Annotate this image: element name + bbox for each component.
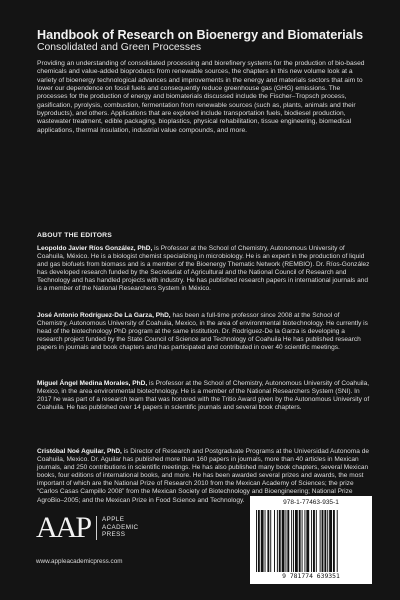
barcode-bar bbox=[287, 510, 289, 572]
barcode-bar bbox=[274, 510, 275, 572]
barcode-bar bbox=[279, 510, 281, 572]
barcode-bar bbox=[327, 510, 328, 572]
barcode-bar bbox=[270, 510, 271, 572]
publisher-logo bbox=[36, 513, 176, 555]
barcode-bar bbox=[282, 510, 285, 572]
editor-bio bbox=[37, 245, 371, 294]
barcode-bar bbox=[304, 510, 305, 572]
editor-name: Miguel Ángel Medina Morales, PhD, bbox=[37, 380, 148, 387]
editor-description: has been a full-time professor since 2008 at the School of Chemistry, Autonomous University of Coahuila, Mexico, in the area of environmental biotechnology. He currently is head of the biotechnology PhD program at the same institution. Dr. Rodríguez-De la Garza is developing a research project funded by the State Council of Science and Technology of Coahuila He has published research papers in journals and book chapters and has participated and contributed in over 40 scientific meetings. bbox=[37, 312, 368, 352]
barcode-bar bbox=[329, 510, 332, 572]
barcode-bar bbox=[333, 510, 335, 572]
barcode-bar bbox=[337, 510, 338, 572]
editor-name: Cristóbal Noé Aguilar, PhD, bbox=[37, 448, 122, 455]
barcode-bar bbox=[306, 510, 309, 572]
barcode-bar bbox=[295, 510, 298, 572]
barcode-bar bbox=[313, 510, 315, 572]
barcode-bar bbox=[265, 510, 266, 572]
barcode-bar bbox=[277, 510, 278, 572]
editor-description: is Professor at the School of Chemistry, Autonomous University of Coahuila, Mexico, in the area environmental biotechnology. He is a member of the National Researchers System (SNI). In 2017 he was part of a research team that was honored with the Tritio Award given by the Autonomous University of Coahuila. He has published over 14 papers in scientific journals and several book chapters. bbox=[37, 380, 370, 412]
barcode-bar bbox=[311, 510, 312, 572]
barcode-bar bbox=[285, 510, 286, 572]
barcode-bar bbox=[299, 510, 301, 572]
barcode-bar bbox=[267, 510, 269, 572]
editor-name: José Antonio Rodríguez-De La Garza, PhD, bbox=[37, 312, 171, 319]
barcode-bar bbox=[316, 510, 317, 572]
barcode-bars bbox=[256, 510, 366, 572]
barcode-bar bbox=[256, 510, 257, 572]
barcode-bar bbox=[261, 510, 264, 572]
editor-description: is Director of Research and Postgraduate Programs at the Universidad Autonoma de Coahuila, Mexico. Dr. Aguilar has published more than 160 papers in journals, more than 40 articles in Mexican journals, and 250 contributions in scientific meetings. He has also published many book chapters, several Mexican books, four editions of international books, and more. He has been awarded several prizes and awards, the most important of which are the National Prize of Research 2010 from the Mexican Academy of Sciences; the prize “Carlos Casas Campillo 2008” from the Mexican Society of Biotechnology and Bioengineering; National Prize AgroBio–2005; and the Mexican Prize in Food Science and Technology. bbox=[37, 448, 369, 504]
barcode-bar bbox=[324, 510, 326, 572]
barcode-bar bbox=[291, 510, 292, 572]
publisher-logo-mark: AAP bbox=[36, 511, 91, 544]
editor-description: is Professor at the School of Chemistry, Autonomous University of Coahuila, México. He is a biologist chemist specializing in microbiology. He is an expert in the production of liquid and gas biofuels from biomass and is a member of the Bioenergy Thematic Network (REMBIO). Dr. Ríos-González has developed research funded by the Secretariat of Agricultural and the National Council of Research and Technology and has handled projects with industry. He has published research papers in international journals and is a member of the National Researchers System in México. bbox=[37, 245, 370, 293]
publisher-name-line: ACADEMIC bbox=[102, 523, 139, 531]
publisher-website: www.appleacademicpress.com bbox=[36, 558, 123, 565]
book-description: Providing an understanding of consolidated processing and biorefinery systems for the production of bio-based chemicals and value-added bioproducts from renewable sources, the chapters in this new volume look at a variety of bioenergy technological advances and improvements in the energy and materials sectors that aim to lower our dependence on fossil fuels and consequently reduce greenhouse gas (GHG) emissions. The processes for the production of energy and biomaterials discussed include the Fischer–Tropsch process, gasification, pyrolysis, combustion, fermentation from renewable sources (such as, plants, animals and their byproducts), and others. Applications that are explored include transportation fuels, biodiesel production, wastewater treatment, edible packaging, bioplastics, physical rehabilitation, tissue engineering, biomedical applications, thermal insulation, industrial value compounds, and more. bbox=[37, 60, 365, 134]
ean-digits: 9 781774 639351 bbox=[282, 572, 340, 580]
barcode-bar bbox=[293, 510, 294, 572]
barcode-bar bbox=[320, 510, 321, 572]
isbn-number: 978-1-77463-935-1 bbox=[283, 499, 339, 506]
editor-name: Leopoldo Javier Ríos González, PhD, bbox=[37, 245, 153, 252]
publisher-name-line: PRESS bbox=[102, 531, 126, 539]
isbn-barcode bbox=[250, 496, 372, 584]
barcode-bar bbox=[322, 510, 324, 572]
publisher-name-line: APPLE bbox=[102, 516, 125, 523]
barcode-bar bbox=[302, 510, 303, 572]
editor-bio bbox=[37, 312, 371, 352]
publisher-name bbox=[102, 516, 138, 539]
book-subtitle: Consolidated and Green Processes bbox=[37, 42, 202, 53]
barcode-bar bbox=[258, 510, 260, 572]
editor-bio bbox=[37, 380, 371, 412]
logo-divider bbox=[96, 516, 97, 540]
book-title: Handbook of Research on Bioenergy and Biomaterials bbox=[37, 28, 364, 42]
about-editors-heading: ABOUT THE EDITORS bbox=[37, 232, 113, 239]
